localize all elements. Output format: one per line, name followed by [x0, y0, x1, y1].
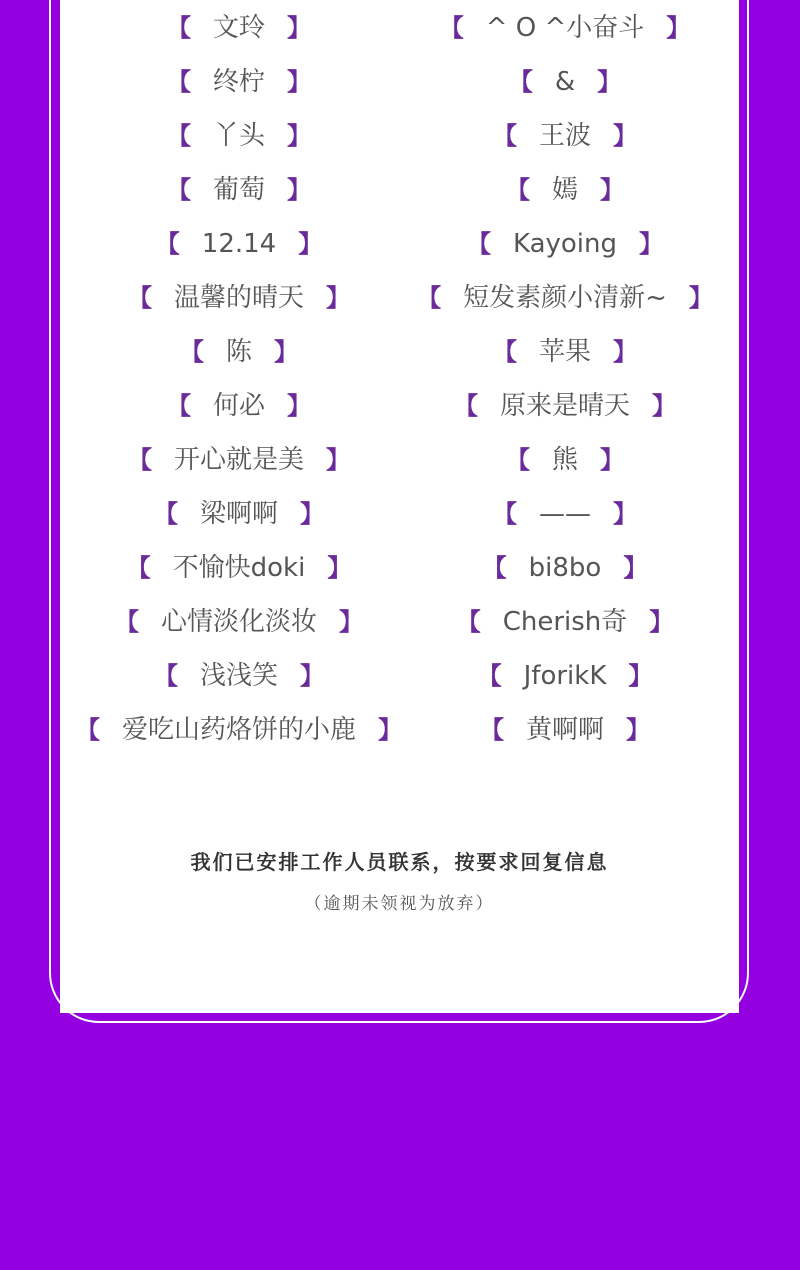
bracket-close: 】 [326, 284, 350, 312]
winner-name: 陈 [225, 337, 252, 367]
bracket-close: 】 [378, 716, 403, 744]
winner-name: 丫头 [212, 121, 265, 151]
bracket-open: 【 [166, 176, 191, 204]
bracket-open: 【 [166, 392, 191, 420]
winner-name: 温馨的晴天 [173, 283, 304, 313]
winner-entry [402, 170, 728, 210]
winner-entry [402, 440, 728, 480]
winner-entry [76, 170, 402, 210]
winner-name: 心情淡化淡妆 [160, 607, 317, 637]
bracket-open: 【 [166, 122, 191, 150]
winner-entry [76, 386, 402, 426]
winner-entry [76, 278, 402, 318]
bracket-open: 【 [439, 14, 464, 42]
bracket-close: 】 [600, 446, 624, 474]
winner-name: 爱吃山药烙饼的小鹿 [122, 715, 357, 745]
winner-name: 熊 [551, 445, 578, 475]
bracket-open: 【 [126, 554, 151, 582]
bracket-close: 】 [652, 392, 676, 420]
winner-name: & [554, 67, 576, 97]
winner-name: 苹果 [538, 337, 591, 367]
bracket-open: 【 [166, 68, 191, 96]
bracket-close: 】 [639, 230, 664, 258]
winner-entry [76, 116, 402, 156]
bracket-open: 【 [505, 176, 530, 204]
bracket-close: 】 [274, 338, 298, 366]
bracket-close: 】 [613, 338, 637, 366]
winner-name: 何必 [212, 391, 265, 421]
bracket-close: 】 [287, 176, 311, 204]
winner-name: 嫣 [551, 175, 578, 205]
bracket-open: 【 [477, 662, 502, 690]
winner-name: bi8bo [528, 553, 602, 583]
winner-entry [76, 62, 402, 102]
winner-entry [402, 386, 728, 426]
bracket-open: 【 [505, 446, 530, 474]
winner-entry [76, 656, 402, 696]
bracket-open: 【 [179, 338, 204, 366]
winner-name: 梁啊啊 [199, 499, 278, 529]
winner-name: 原来是晴天 [499, 391, 630, 421]
bracket-open: 【 [492, 338, 517, 366]
bracket-open: 【 [127, 446, 152, 474]
bracket-close: 】 [666, 14, 691, 42]
bracket-close: 】 [688, 284, 713, 312]
winner-name: 终柠 [212, 67, 265, 97]
contact-notice: 我们已安排工作人员联系，按要求回复信息 [190, 850, 609, 874]
bracket-open: 【 [508, 68, 533, 96]
bracket-open: 【 [153, 662, 178, 690]
winner-entry [76, 8, 402, 48]
winner-entry [402, 278, 728, 318]
winner-name: 文玲 [212, 13, 265, 43]
winner-entry [402, 602, 728, 642]
winner-name: 不愉快doki [172, 553, 306, 583]
winner-name: JforikK [523, 661, 607, 691]
bracket-open: 【 [76, 716, 100, 744]
bracket-open: 【 [466, 230, 491, 258]
winner-entry [402, 8, 728, 48]
winner-name: 王波 [538, 121, 591, 151]
winner-entry [402, 116, 728, 156]
bracket-close: 】 [628, 662, 653, 690]
winner-name: 开心就是美 [173, 445, 304, 475]
winner-entry [76, 224, 402, 264]
bracket-close: 】 [300, 500, 324, 528]
bracket-open: 【 [155, 230, 180, 258]
winner-name: 葡萄 [212, 175, 265, 205]
bracket-open: 【 [166, 14, 191, 42]
bracket-close: 】 [287, 392, 311, 420]
winner-entry [76, 440, 402, 480]
winner-name: —— [539, 499, 591, 529]
bracket-close: 】 [339, 608, 363, 636]
bracket-close: 】 [298, 230, 323, 258]
bracket-open: 【 [492, 122, 517, 150]
winner-name: 浅浅笑 [199, 661, 278, 691]
bracket-open: 【 [114, 608, 139, 636]
winner-name: 短发素颜小清新~ [463, 283, 667, 313]
winner-name: Kayoing [512, 229, 618, 259]
winner-entry [76, 710, 402, 750]
bracket-open: 【 [493, 500, 517, 528]
bracket-close: 】 [649, 608, 674, 636]
bracket-close: 】 [613, 500, 637, 528]
winner-entry [402, 224, 728, 264]
bracket-close: 】 [287, 14, 311, 42]
winner-entry [402, 62, 728, 102]
bracket-close: 】 [287, 68, 311, 96]
bracket-open: 【 [127, 284, 152, 312]
winner-entry [76, 332, 402, 372]
bracket-open: 【 [456, 608, 481, 636]
winner-entry [76, 602, 402, 642]
winner-entry [402, 332, 728, 372]
bracket-open: 【 [153, 500, 178, 528]
bracket-close: 】 [326, 446, 350, 474]
expiry-notice: （逾期未领视为放弃） [304, 894, 495, 914]
bracket-close: 】 [600, 176, 624, 204]
winner-entry [76, 548, 402, 588]
bracket-close: 】 [597, 68, 622, 96]
bracket-close: 】 [626, 716, 650, 744]
winner-name: 黄啊啊 [525, 715, 604, 745]
bracket-close: 】 [327, 554, 352, 582]
winner-entry [402, 548, 728, 588]
winner-entry [402, 710, 728, 750]
winner-entry [402, 494, 728, 534]
bracket-open: 【 [453, 392, 478, 420]
bracket-close: 】 [623, 554, 648, 582]
bracket-open: 【 [482, 554, 507, 582]
winner-name: Cherish奇 [502, 607, 628, 637]
bracket-close: 】 [287, 122, 311, 150]
bracket-open: 【 [417, 284, 442, 312]
winner-name: 12.14 [201, 229, 277, 259]
winner-entry [76, 494, 402, 534]
winner-entry [402, 656, 728, 696]
winner-name: ^ O ^小奋斗 [485, 13, 645, 43]
bracket-open: 【 [479, 716, 504, 744]
bracket-close: 】 [613, 122, 637, 150]
bracket-close: 】 [300, 662, 324, 690]
